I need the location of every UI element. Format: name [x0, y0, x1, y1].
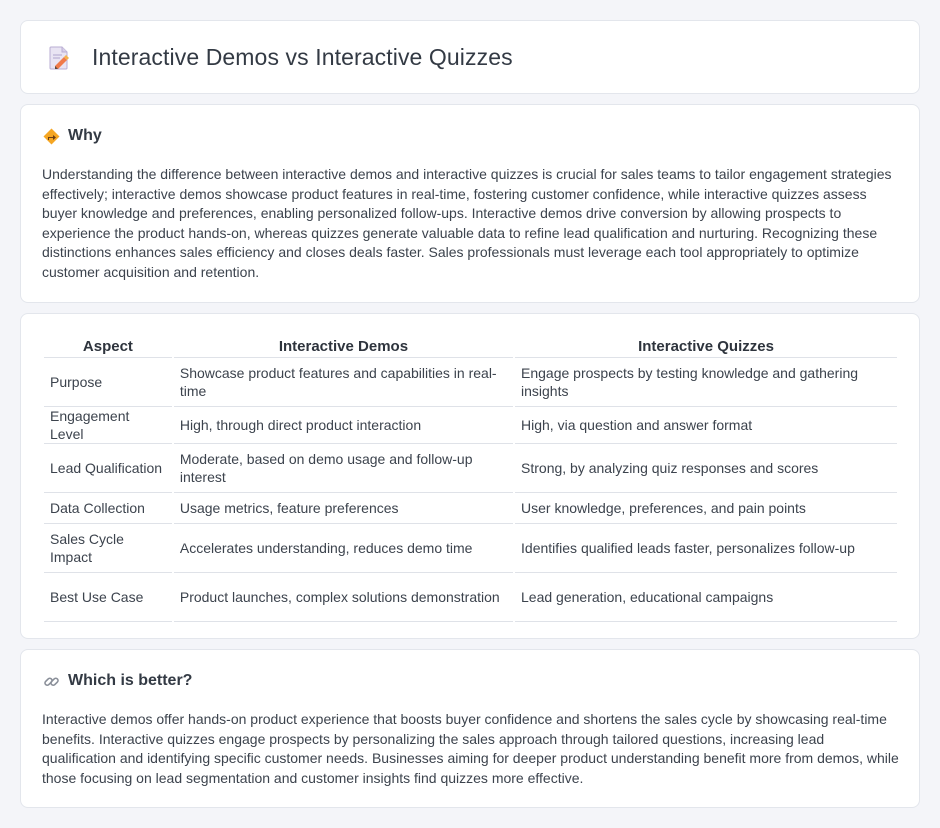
page-title: Interactive Demos vs Interactive Quizzes	[92, 44, 513, 70]
cell-demos: Usage metrics, feature preferences	[174, 493, 513, 524]
cell-quizzes: Lead generation, educational campaigns	[515, 573, 897, 622]
why-title: Why	[68, 127, 102, 144]
table-row	[44, 407, 897, 444]
why-section	[20, 104, 920, 303]
cell-aspect: Best Use Case	[44, 573, 172, 622]
header-card	[20, 20, 920, 94]
cell-quizzes: Engage prospects by testing knowledge and gathering insights	[515, 358, 897, 407]
cell-quizzes: User knowledge, preferences, and pain points	[515, 493, 897, 524]
cell-quizzes: Identifies qualified leads faster, personalizes follow-up	[515, 524, 897, 573]
better-text: Interactive demos offer hands-on product experience that boosts buyer confidence and shortens the sales cycle by showcasing real-time benefits. Interactive quizzes engage prospects by personalizing the sales approach through tailored questions, increasing lead qualification and identifying specific customer needs. Businesses aiming for deeper product understanding benefit more from demos, while those focusing on lead segmentation and customer insights find quizzes more effective.	[42, 711, 899, 786]
comparison-table	[42, 334, 899, 622]
header-aspect: Aspect	[44, 334, 172, 358]
table-row	[44, 573, 897, 622]
table-row	[44, 493, 897, 524]
better-heading	[43, 672, 192, 690]
why-text: Understanding the difference between interactive demos and interactive quizzes is crucial for sales teams to tailor engagement strategies effectively; interactive demos showcase product features in real-time, fostering customer confidence, while interactive quizzes assess buyer knowledge and preferences, enabling personalized follow-ups. Interactive demos drive conversion by allowing prospects to experience the product hands-on, whereas quizzes generate valuable data to refine lead qualification and nurturing. Recognizing these distinctions enhances sales efficiency and closes deals faster. Sales professionals must leverage each tool appropriately to optimize customer acquisition and retention.	[42, 166, 892, 280]
cell-aspect: Data Collection	[44, 493, 172, 524]
document-pencil-icon	[46, 45, 72, 71]
comparison-table-card	[20, 313, 920, 639]
link-icon	[43, 673, 60, 690]
cell-aspect: Purpose	[44, 358, 172, 407]
why-heading	[43, 127, 102, 145]
cell-demos: Moderate, based on demo usage and follow-up interest	[174, 444, 513, 493]
cell-aspect: Lead Qualification	[44, 444, 172, 493]
cell-aspect: Sales Cycle Impact	[44, 524, 172, 573]
cell-demos: Product launches, complex solutions demonstration	[174, 573, 513, 622]
cell-demos: Showcase product features and capabilities in real-time	[174, 358, 513, 407]
header-interactive-demos: Interactive Demos	[174, 334, 513, 358]
cell-quizzes: Strong, by analyzing quiz responses and scores	[515, 444, 897, 493]
which-is-better-section	[20, 649, 920, 808]
cell-aspect: Engagement Level	[44, 407, 172, 444]
table-row	[44, 358, 897, 407]
better-title: Which is better?	[68, 672, 193, 689]
title-row	[46, 44, 513, 71]
cell-demos: High, through direct product interaction	[174, 407, 513, 444]
header-interactive-quizzes: Interactive Quizzes	[515, 334, 897, 358]
table-row	[44, 524, 897, 573]
table-row	[44, 444, 897, 493]
cell-quizzes: High, via question and answer format	[515, 407, 897, 444]
diamond-arrow-icon	[43, 128, 60, 145]
cell-demos: Accelerates understanding, reduces demo time	[174, 524, 513, 573]
